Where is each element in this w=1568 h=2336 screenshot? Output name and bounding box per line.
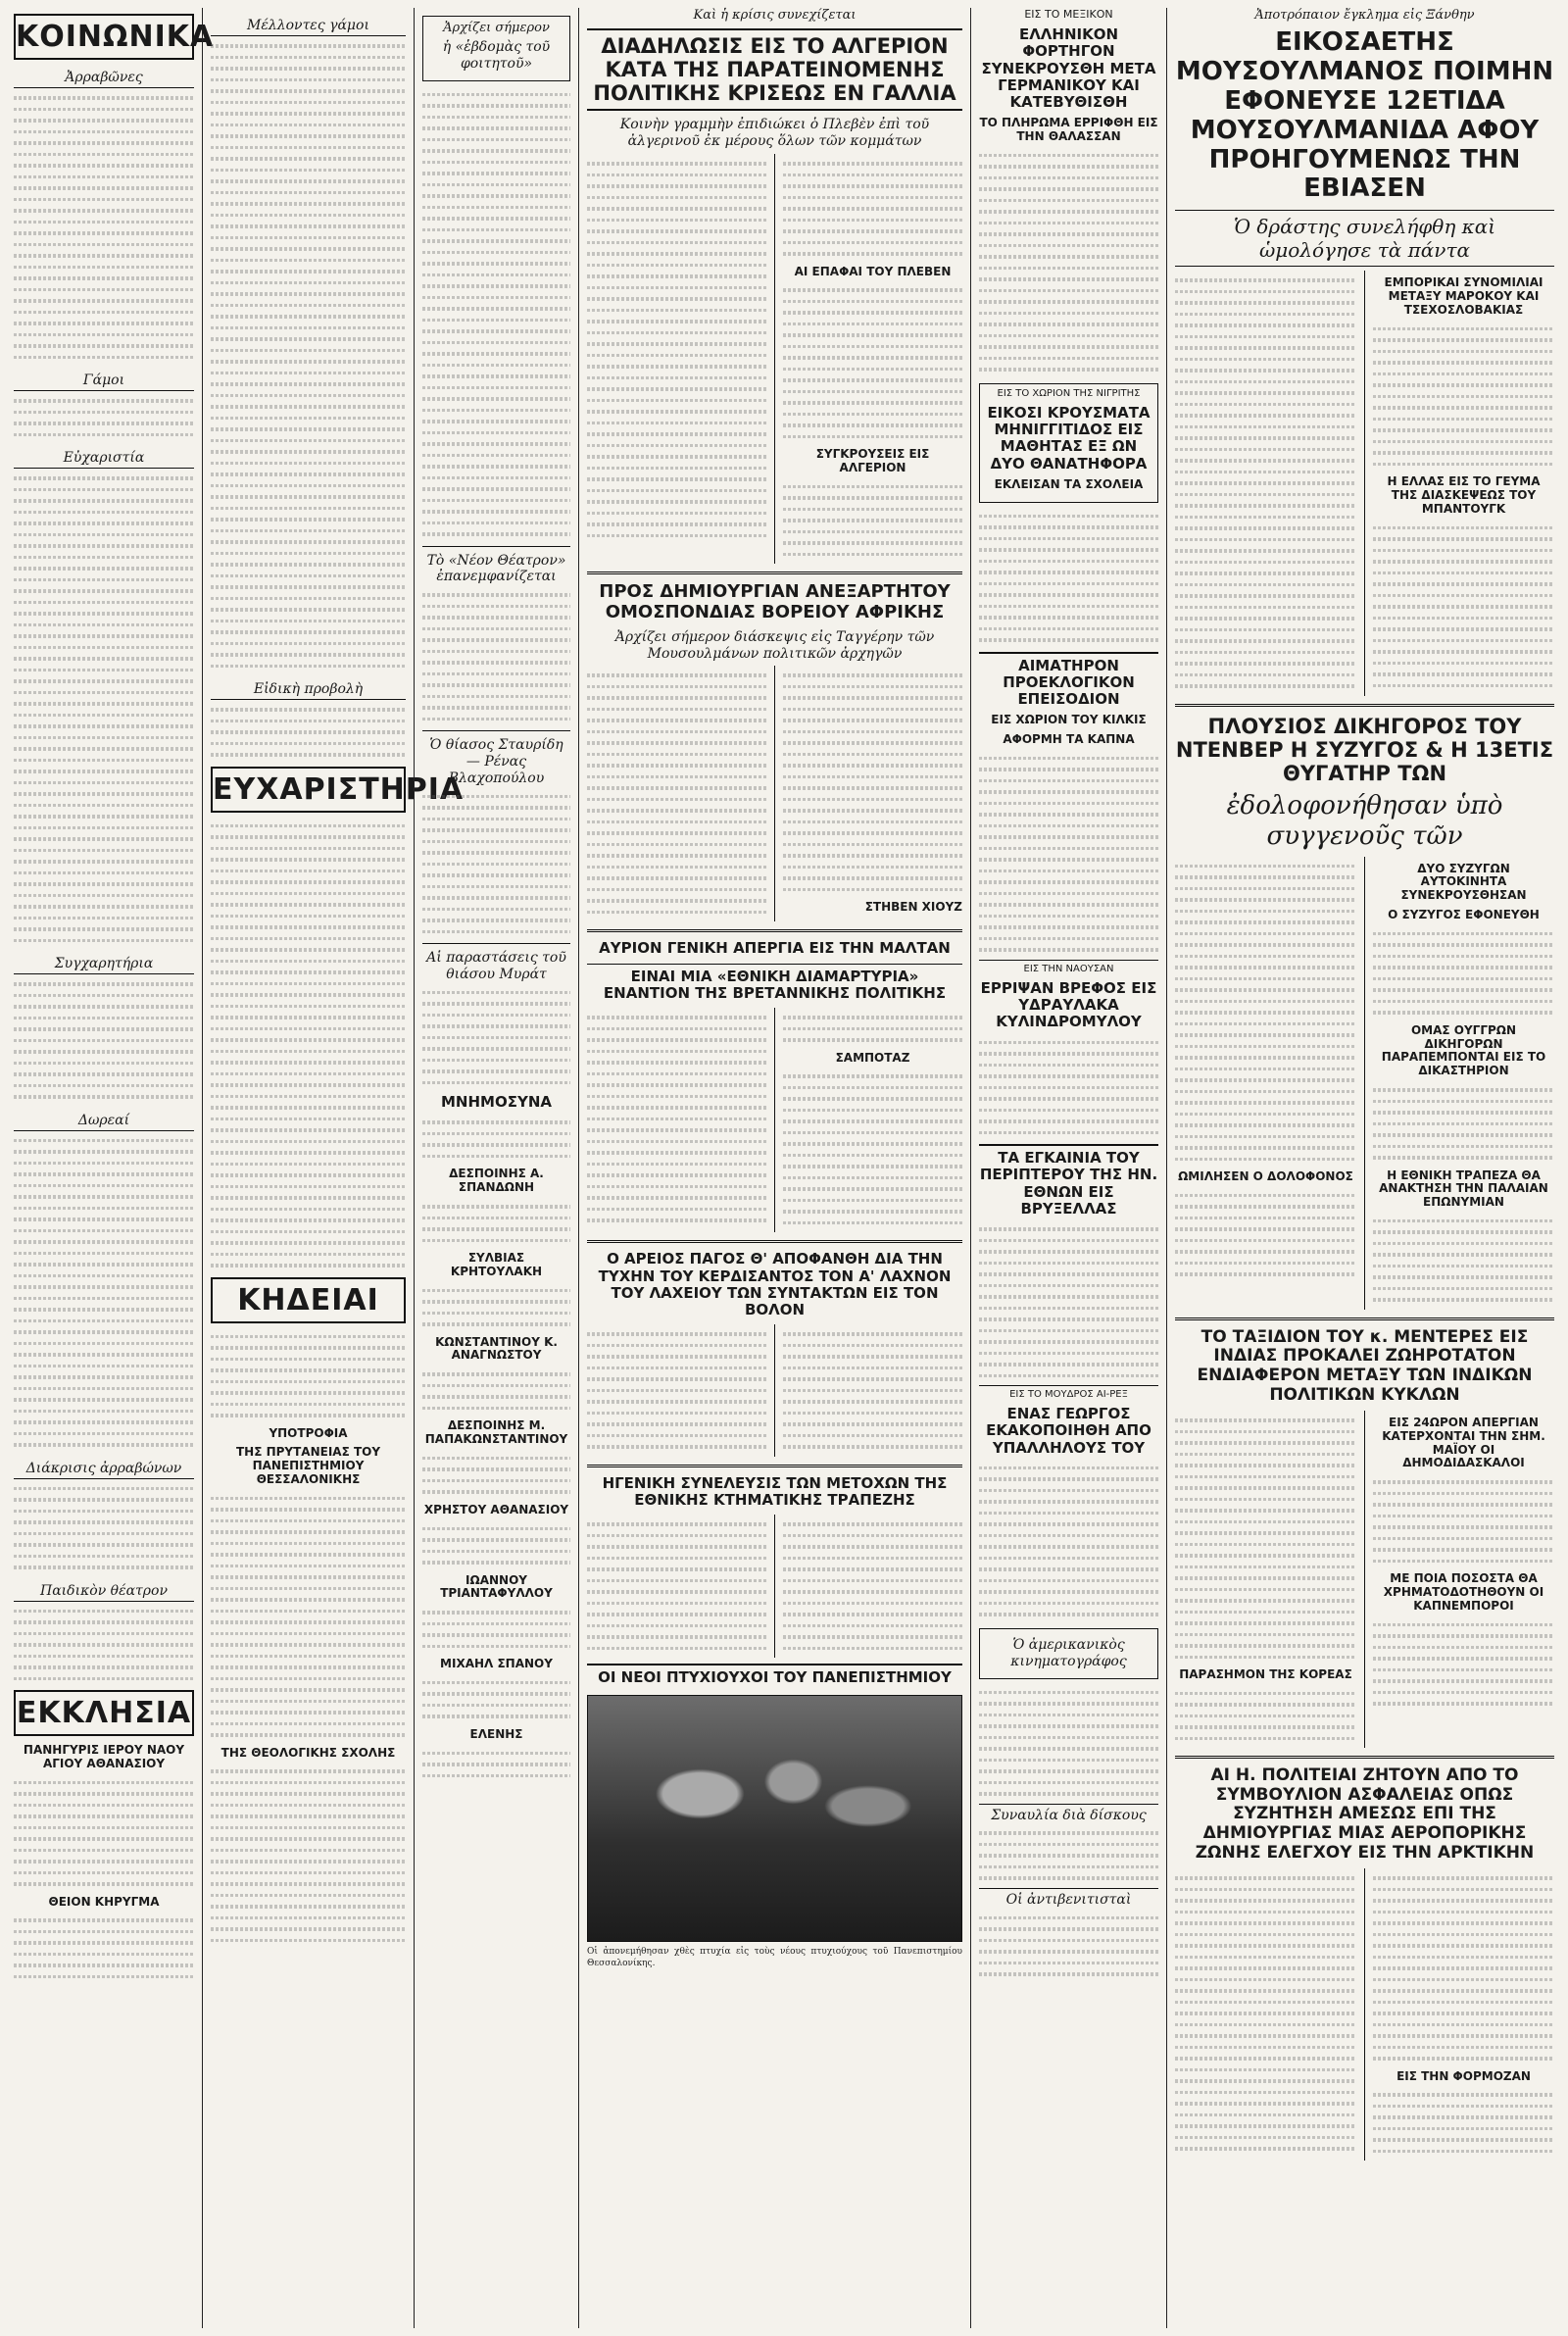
text-block — [979, 1223, 1158, 1381]
text-block — [1175, 1190, 1356, 1280]
headline-algeria: ΔΙΑΔΗΛΩΣΙΣ ΕΙΣ ΤΟ ΑΛΓΕΡΙΟΝ ΚΑΤΑ ΤΗΣ ΠΑΡΑΤΕΙΝΟΜΕΝΗΣ ΠΟΛΙΤΙΚΗΣ ΚΡΙΣΕΩΣ ΕΝ ΓΑΛΛΙΑ — [587, 28, 962, 111]
subheadline-denver: ἐδολοφονήθησαν ὑπὸ συγγενοῦς τῶν — [1226, 791, 1503, 852]
caption-photo-graduates: Οἱ ἀπονεμήθησαν χθὲς πτυχία εἰς τοὺς νέους πτυχιούχους τοῦ Πανεπιστημίου Θεσσαλονίκης. — [587, 1946, 962, 1968]
subheadline-north-africa: Ἀρχίζει σήμερον διάσκεψις εἰς Ταγγέρην τῶν Μουσουλμάνων πολιτικῶν ἀρχηγῶν — [614, 628, 935, 662]
column-culture — [414, 8, 578, 2328]
heading-special-screening: Εἰδικὴ προβολὴ — [211, 681, 406, 700]
text-block — [979, 511, 1158, 646]
text-block — [422, 1523, 570, 1568]
subheadline-election-feud-2: ΑΦΟΡΜΗ ΤΑ ΚΑΠΝΑ — [1003, 732, 1135, 747]
text-block — [1175, 1872, 1356, 2155]
text-block — [422, 1117, 570, 1162]
text-block — [783, 481, 962, 561]
headline-student-week: ἡ «ἑβδομὰς τοῦ φοιτητοῦ» — [442, 39, 551, 72]
text-block — [14, 1135, 194, 1451]
headline-record-concert: Συναυλία διὰ δίσκους — [979, 1804, 1158, 1824]
headline-scholarship-sub: ΤΗΣ ΠΡΥΤΑΝΕΙΑΣ ΤΟΥ ΠΑΝΕΠΙΣΤΗΜΙΟΥ ΘΕΣΣΑΛΟΝΙΚΗΣ — [235, 1445, 381, 1486]
text-block — [1373, 1872, 1554, 2064]
column-briefs — [970, 8, 1166, 2328]
text-block — [211, 1493, 406, 1741]
headline-photo-graduates: ΟΙ ΝΕΟΙ ΠΤΥΧΙΟΥΧΟΙ ΤΟΥ ΠΑΝΕΠΙΣΤΗΜΙΟΥ — [587, 1664, 962, 1686]
text-block — [422, 589, 570, 724]
boxed-headline-nigrita — [979, 383, 1158, 503]
article-areios-pagos — [587, 1324, 962, 1457]
headline-ship-collision: ΕΛΛΗΝΙΚΟΝ ΦΟΡΤΗΓΟΝ ΣΥΝΕΚΡΟΥΣΘΗ ΜΕΤΑ ΓΕΡΜΑΝΙΚΟΥ ΚΑΙ ΚΑΤΕΒΥΘΙΣΘΗ — [981, 25, 1156, 111]
text-block — [1373, 1619, 1554, 1710]
headline-hungarian-lawyers: ΟΜΑΣ ΟΥΓΓΡΩΝ ΔΙΚΗΓΟΡΩΝ ΠΑΡΑΠΕΜΠΟΝΤΑΙ ΕΙΣ ΤΟ ΔΙΚΑΣΤΗΡΙΟΝ — [1381, 1022, 1546, 1078]
headline-malta-strike: ΑΥΡΙΟΝ ΓΕΝΙΚΗ ΑΠΕΡΓΙΑ ΕΙΣ ΤΗΝ ΜΑΛΤΑΝ — [599, 939, 951, 958]
text-block — [979, 1463, 1158, 1620]
kicker-algeria: Καὶ ἡ κρίσις συνεχίζεται — [693, 8, 857, 23]
headline-moudros: ΕΝΑΣ ΓΕΩΡΓΟΣ ΕΚΑΚΟΠΟΙΗΘΗ ΑΠΟ ΥΠΑΛΛΗΛΟΥΣ ΤΟΥ — [986, 1405, 1152, 1457]
headline-bank-meeting: ΗΓΕΝΙΚΗ ΣΥΝΕΛΕΥΣΙΣ ΤΩΝ ΜΕΤΟΧΩΝ ΤΗΣ ΕΘΝΙΚΗΣ ΚΤΗΜΑΤΙΚΗΣ ΤΡΑΠΕΖΗΣ — [602, 1473, 948, 1510]
text-block — [587, 1328, 766, 1453]
headline-antivenitists: Οἱ ἀντιβενιτισταὶ — [979, 1888, 1158, 1909]
section-masthead-thanks: ΕΥΧΑΡΙΣΤΗΡΙΑ — [211, 767, 406, 813]
heading-donations: Δωρεαί — [14, 1113, 194, 1131]
headline-tobacco-finance: ΜΕ ΠΟΙΑ ΠΟΣΟΣΤΑ ΘΑ ΧΡΗΜΑΤΟΔΟΤΗΘΟΥΝ ΟΙ ΚΑΠΝΕΜΠΟΡΟΙ — [1383, 1571, 1544, 1613]
column-announcements — [202, 8, 465, 2328]
section-masthead-social: ΚΟΙΝΩΝΙΚΑ — [14, 14, 194, 60]
headline-north-africa: ΠΡΟΣ ΔΗΜΙΟΥΡΓΙΑΝ ΑΝΕΞΑΡΤΗΤΟΥ ΟΜΟΣΠΟΝΔΙΑΣ ΒΟΡΕΙΟΥ ΑΦΡΙΚΗΣ — [599, 581, 951, 623]
heading-children-theater: Παιδικὸν θέατρον — [14, 1583, 194, 1602]
subheadline-xanthi: Ὁ δράστης συνελήφθη καὶ ὡμολόγησε τὰ πάντα — [1175, 210, 1554, 267]
article-malta — [587, 1008, 962, 1232]
headline-malta-protest: ΕΙΝΑΙ ΜΙΑ «ΕΘΝΙΚΗ ΔΙΑΜΑΡΤΥΡΙΑ» ΕΝΑΝΤΙΟΝ ΤΗΣ ΒΡΕΤΑΝΝΙΚΗΣ ΠΟΛΙΤΙΚΗΣ — [587, 964, 962, 1003]
article-arctic-zone — [1175, 1868, 1554, 2161]
headline-sermon: ΘΕΙΟΝ ΚΗΡΥΓΜΑ — [48, 1894, 160, 1909]
text-block — [979, 1687, 1158, 1800]
text-block — [783, 670, 962, 895]
text-block — [14, 472, 194, 946]
kicker-xanthi: Ἀποτρόπαιον ἔγκλημα εἰς Ξάνθην — [1254, 8, 1475, 23]
text-block — [1373, 2089, 1554, 2157]
text-block — [1373, 1216, 1554, 1306]
subhead-sabotage: ΣΑΜΠΟΤΑΖ — [835, 1050, 910, 1065]
subhead-murderer-spoke: ΩΜΙΛΗΣΕΝ Ο ΔΟΛΟΦΟΝΟΣ — [1178, 1169, 1353, 1184]
memorial-name: ΕΛΕΝΗΣ — [469, 1726, 523, 1741]
headline-new-theater: Τὸ «Νέον Θέατρον» ἐπανεμφανίζεται — [426, 552, 566, 585]
headline-couple-crash: ΔΥΟ ΣΥΖΥΓΩΝ ΑΥΤΟΚΙΝΗΤΑ ΣΥΝΕΚΡΟΥΣΘΗΣΑΝ — [1400, 861, 1527, 903]
column-crime-and-politics — [1166, 8, 1562, 2328]
text-block — [211, 1331, 406, 1421]
text-block — [979, 1827, 1158, 1884]
headline-church-feast: ΠΑΝΗΓΥΡΙΣ ΙΕΡΟΥ ΝΑΟΥ ΑΓΙΟΥ ΑΘΑΝΑΣΙΟΥ — [23, 1743, 185, 1770]
headline-arctic-zone: ΑΙ Η. ΠΟΛΙΤΕΙΑΙ ΖΗΤΟΥΝ ΑΠΟ ΤΟ ΣΥΜΒΟΥΛΙΟΝ ΑΣΦΑΛΕΙΑΣ ΟΠΩΣ ΣΥΖΗΤΗΣΗ ΑΜΕΣΩΣ ΕΠΙ ΤΗΣ ΔΗΜΙΟΥΡΓΙΑΣ ΜΙΑΣ ΑΕΡΟΠΟΡΙΚΗΣ ΖΩΝΗΣ ΕΛΕΓΧΟΥ ΕΙΣ ΤΗΝ ΑΡΚΤΙΚΗΝ — [1195, 1765, 1535, 1863]
headline-menderes: ΤΟ ΤΑΞΙΔΙΟΝ ΤΟΥ κ. ΜΕΝΤΕΡΕΣ ΕΙΣ ΙΝΔΙΑΣ ΠΡΟΚΑΛΕΙ ΖΩΗΡΟΤΑΤΟΝ ΕΝΔΙΑΦΕΡΟΝ ΜΕΤΑΞΥ ΤΩΝ ΙΝΔΙΚΩΝ ΠΟΛΙΤΙΚΩΝ ΚΥΚΛΩΝ — [1197, 1326, 1533, 1405]
byline-author: ΣΤΗΒΕΝ ΧΙΟΥΖ — [864, 900, 962, 915]
article-menderes — [1175, 1411, 1554, 1748]
text-block — [1373, 1084, 1554, 1164]
headline-election-feud: ΑΙΜΑΤΗΡΟΝ ΠΡΟΕΚΛΟΓΙΚΟΝ ΕΠΕΙΣΟΔΙΟΝ — [979, 652, 1158, 709]
boxed-headline-american-cinema — [979, 1628, 1158, 1679]
subheadline-nigrita: ΕΚΛΕΙΣΑΝ ΤΑ ΣΧΟΛΕΙΑ — [994, 476, 1144, 491]
heading-upcoming-weddings: Μέλλοντες γάμοι — [211, 18, 406, 36]
text-block — [422, 791, 570, 938]
text-block — [783, 158, 962, 260]
memorial-name: ΙΩΑΝΝΟΥ ΤΡΙΑΝΤΑΦΥΛΛΟΥ — [440, 1572, 553, 1601]
text-block — [979, 1913, 1158, 1980]
subhead-clashes: ΣΥΓΚΡΟΥΣΕΙΣ ΕΙΣ ΑΛΓΕΡΙΟΝ — [815, 447, 930, 475]
heading-thanks: Εὐχαριστία — [14, 450, 194, 469]
text-block — [422, 1453, 570, 1498]
text-block — [783, 284, 962, 442]
subhead-pleven-contacts: ΑΙ ΕΠΑΦΑΙ ΤΟΥ ΠΛΕΒΕΝ — [794, 264, 952, 278]
headline-scholarship: ΥΠΟΤΡΟΦΙΑ — [269, 1425, 348, 1440]
headline-brussels: ΤΑ ΕΓΚΑΙΝΙΑ ΤΟΥ ΠΕΡΙΠΤΕΡΟΥ ΤΗΣ ΗΝ. ΕΘΝΩΝ ΕΙΣ ΒΡΥΞΕΛΛΑΣ — [979, 1144, 1158, 1218]
memorial-name: ΚΩΝΣΤΑΝΤΙΝΟΥ Κ. ΑΝΑΓΝΩΣΤΟΥ — [435, 1334, 558, 1363]
text-block — [1175, 1688, 1356, 1745]
text-block — [1175, 861, 1356, 1166]
text-block — [422, 89, 570, 540]
text-block — [422, 1607, 570, 1652]
headline-morocco-trade: ΕΜΠΟΡΙΚΑΙ ΣΥΝΟΜΙΛΙΑΙ ΜΕΤΑΞΥ ΜΑΡΟΚΟΥ ΚΑΙ ΤΣΕΧΟΣΛΟΒΑΚΙΑΣ — [1384, 275, 1544, 317]
text-block — [1373, 323, 1554, 471]
text-block — [783, 1518, 962, 1654]
text-block — [422, 1201, 570, 1246]
memorial-name: ΔΕΣΠΟΙΝΗΣ Α. ΣΠΑΝΔΩΝΗ — [449, 1167, 544, 1195]
text-block — [14, 92, 194, 363]
text-block — [1373, 1476, 1554, 1566]
memorial-name: ΣΥΛΒΙΑΣ ΚΡΗΤΟΥΛΑΚΗ — [450, 1251, 543, 1278]
text-block — [587, 1012, 766, 1226]
text-block — [14, 978, 194, 1103]
text-block — [422, 1285, 570, 1330]
headline-bandung-dinner: Η ΕΛΛΑΣ ΕΙΣ ΤΟ ΓΕΥΜΑ ΤΗΣ ΔΙΑΣΚΕΨΕΩΣ ΤΟΥ ΜΠΑΝΤΟΥΓΚ — [1387, 474, 1541, 516]
kicker-mexico: ΕΙΣ ΤΟ ΜΕΞΙΚΟΝ — [1024, 8, 1113, 21]
kicker-moudros: ΕΙΣ ΤΟ ΜΟΥΔΡΟΣ ΑΙ-ΡΕΞ — [979, 1385, 1158, 1400]
text-block — [979, 753, 1158, 956]
text-block — [211, 1765, 406, 1946]
text-block — [1175, 1415, 1356, 1663]
text-block — [422, 1677, 570, 1722]
headline-areios-pagos: Ο ΑΡΕΙΟΣ ΠΑΓΟΣ Θ' ΑΠΟΦΑΝΘΗ ΔΙΑ ΤΗΝ ΤΥΧΗΝ ΤΟΥ ΚΕΡΔΙΣΑΝΤΟΣ ΤΟΝ Α' ΛΑΧΝΟΝ ΤΟΥ ΛΑΧΕΙΟΥ ΤΩΝ ΣΥΝΤΑΚΤΩΝ ΕΙΣ ΤΟΝ ΒΟΛΟΝ — [598, 1250, 952, 1319]
text-block — [783, 1012, 962, 1046]
headline-theology-school: ΤΗΣ ΘΕΟΛΟΓΙΚΗΣ ΣΧΟΛΗΣ — [220, 1745, 396, 1760]
heading-engagement-distinction: Διάκρισις ἀρραβώνων — [14, 1461, 194, 1479]
text-block — [14, 1777, 194, 1890]
article-denver — [1175, 857, 1554, 1310]
subheadline-ship-collision: ΤΟ ΠΛΗΡΩΜΑ ΕΡΡΙΦΘΗ ΕΙΣ ΤΗΝ ΘΑΛΑΣΣΑΝ — [979, 116, 1158, 144]
headline-xanthi: ΕΙΚΟΣΑΕΤΗΣ ΜΟΥΣΟΥΛΜΑΝΟΣ ΠΟΙΜΗΝ ΕΦΟΝΕΥΣΕ 12ΕΤΙΔΑ ΜΟΥΣΟΥΛΜΑΝΙΔΑ ΑΦΟΥ ΠΡΟΗΓΟΥΜΕΝΩΣ ΤΗΝ ΕΒΙΑΣΕΝ — [1175, 27, 1554, 204]
photo-graduates — [587, 1695, 962, 1942]
kicker-nigrita: ΕΙΣ ΤΟ ΧΩΡΙΟΝ ΤΗΣ ΝΙΓΡΙΤΗΣ — [997, 387, 1141, 399]
text-block — [1175, 274, 1356, 692]
text-block — [14, 1606, 194, 1685]
text-block — [422, 1748, 570, 1782]
subhead-korea-medal: ΠΑΡΑΣΗΜΟΝ ΤΗΣ ΚΟΡΕΑΣ — [1179, 1667, 1352, 1682]
heading-memorials: ΜΝΗΜΟΣΥΝΑ — [441, 1093, 552, 1112]
subhead-formosa: ΕΙΣ ΤΗΝ ΦΟΡΜΟΖΑΝ — [1396, 2068, 1531, 2083]
headline-naousa: ΕΡΡΙΨΑΝ ΒΡΕΦΟΣ ΕΙΣ ΥΔΡΑΥΛΑΚΑ ΚΥΛΙΝΔΡΟΜΥΛΟΥ — [980, 978, 1157, 1031]
headline-denver: ΠΛΟΥΣΙΟΣ ΔΙΚΗΓΟΡΟΣ ΤΟΥ ΝΤΕΝΒΕΡ Η ΣΥΖΥΓΟΣ & Η 13ΕΤΙΣ ΘΥΓΑΤΗΡ ΤΩΝ — [1175, 714, 1554, 786]
section-masthead-church: ΕΚΚΛΗΣΙΑ — [14, 1690, 194, 1736]
subheadline-algeria: Κοινὴν γραμμὴν ἐπιδιώκει ὁ Πλεβὲν ἐπὶ τοῦ ἀλγερινοῦ ἐκ μέρους ὅλων τῶν κομμάτων — [619, 117, 930, 150]
kicker-naousa: ΕΙΣ ΤΗΝ ΝΑΟΥΣΑΝ — [979, 960, 1158, 974]
heading-congratulations: Συγχαρητήρια — [14, 956, 194, 974]
headline-nigrita: ΕΙΚΟΣΙ ΚΡΟΥΣΜΑΤΑ ΜΗΝΙΓΓΙΤΙΔΟΣ ΕΙΣ ΜΑΘΗΤΑΣ ΕΞ ΩΝ ΔΥΟ ΘΑΝΑΤΗΦΟΡΑ — [987, 403, 1151, 472]
text-block — [979, 150, 1158, 375]
column-social — [6, 8, 215, 2328]
text-block — [211, 820, 406, 1271]
text-block — [587, 670, 766, 918]
section-masthead-funerals: ΚΗΔΕΙΑΙ — [211, 1277, 406, 1323]
subheadline-couple-crash: Ο ΣΥΖΥΓΟΣ ΕΦΟΝΕΥΘΗ — [1388, 908, 1540, 922]
memorial-name: ΧΡΗΣΤΟΥ ΑΘΑΝΑΣΙΟΥ — [423, 1502, 569, 1516]
memorial-name: ΜΙΧΑΗΛ ΣΠΑΝΟΥ — [440, 1657, 553, 1671]
heading-engagements: Ἀρραβῶνες — [14, 70, 194, 88]
article-algeria — [587, 154, 962, 564]
headline-troupe: Ὁ θίασος Σταυρίδη — Ρένας Βλαχοπούλου — [429, 737, 564, 786]
article-north-africa — [587, 666, 962, 921]
text-block — [14, 395, 194, 440]
text-block — [783, 1070, 962, 1228]
text-block — [422, 1368, 570, 1414]
text-block — [979, 1037, 1158, 1139]
subheadline-election-feud: ΕΙΣ ΧΩΡΙΟΝ ΤΟΥ ΚΙΛΚΙΣ — [991, 713, 1147, 727]
text-block — [783, 1328, 962, 1453]
article-xanthi — [1175, 271, 1554, 696]
text-block — [211, 40, 406, 671]
text-block — [587, 1518, 766, 1654]
article-bank-meeting — [587, 1515, 962, 1658]
headline-american-cinema: Ὁ ἀμερικανικὸς κινηματογράφος — [1010, 1636, 1127, 1669]
boxed-headline-student-week — [422, 16, 570, 81]
text-block — [14, 1914, 194, 1982]
headline-teachers-strike: ΕΙΣ 24ΩΡΟΝ ΑΠΕΡΓΙΑΝ ΚΑΤΕΡΧΟΝΤΑΙ ΤΗΝ ΣΗΜ. ΜΑΪΟΥ ΟΙ ΔΗΜΟΔΙΔΑΣΚΑΛΟΙ — [1382, 1416, 1545, 1470]
kicker-student-week: Ἀρχίζει σήμερον — [443, 21, 550, 35]
text-block — [422, 987, 570, 1089]
text-block — [1373, 928, 1554, 1019]
heading-weddings: Γάμοι — [14, 373, 194, 391]
headline-national-bank: Η ΕΘΝΙΚΗ ΤΡΑΠΕΖΑ ΘΑ ΑΝΑΚΤΗΣΗ ΤΗΝ ΠΑΛΑΙΑΝ ΕΠΩΝΥΜΙΑΝ — [1379, 1168, 1548, 1210]
text-block — [14, 1483, 194, 1573]
headline-murat-shows: Αἱ παραστάσεις τοῦ θιάσου Μυράτ — [426, 950, 566, 982]
memorial-name: ΔΕΣΠΟΙΝΗΣ Μ. ΠΑΠΑΚΩΝΣΤΑΝΤΙΝΟΥ — [424, 1418, 568, 1446]
text-block — [211, 704, 406, 761]
text-block — [1373, 522, 1554, 692]
text-block — [587, 158, 766, 541]
column-world-news — [578, 8, 970, 2328]
